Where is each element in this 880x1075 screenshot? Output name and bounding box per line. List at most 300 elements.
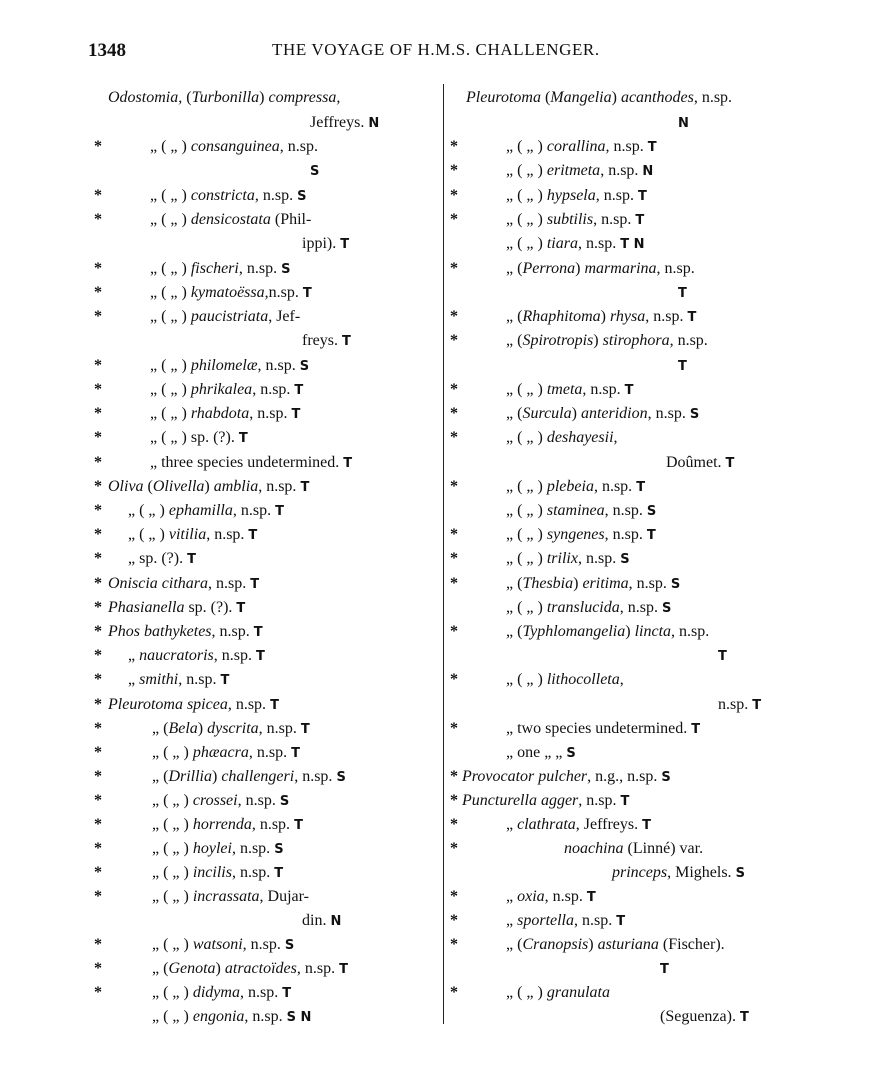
taxon-name: paucistriata xyxy=(190,308,269,325)
species-entry xyxy=(128,501,284,522)
entry-text: , n.sp. xyxy=(211,623,254,640)
asterisk-marker: * xyxy=(450,332,458,349)
species-entry xyxy=(152,863,283,884)
entry-text: „ ( „ ) xyxy=(150,405,191,422)
asterisk-marker: * xyxy=(450,720,458,737)
species-entry xyxy=(108,622,263,643)
distribution-code: S xyxy=(566,746,576,761)
taxon-name: Cranopsis xyxy=(522,936,589,953)
entry-text: , n.sp. xyxy=(645,308,688,325)
taxon-name: naucratoris xyxy=(139,647,214,664)
distribution-code: T xyxy=(294,818,303,833)
entry-text: , n.sp. xyxy=(604,526,647,543)
species-entry xyxy=(150,428,248,449)
distribution-code: T xyxy=(341,334,351,349)
entry-text: „ ( „ ) xyxy=(152,888,193,905)
species-entry xyxy=(660,1007,749,1028)
species-entry xyxy=(150,210,311,230)
asterisk-marker: * xyxy=(94,984,102,1001)
distribution-code: T xyxy=(678,359,687,374)
entry-text: , n.sp. xyxy=(206,526,249,543)
species-entry xyxy=(150,356,309,377)
distribution-code: T xyxy=(739,1010,749,1025)
distribution-code: S xyxy=(661,601,672,616)
distribution-code: T N xyxy=(620,237,645,252)
taxon-name: Drillia xyxy=(168,768,212,785)
entry-text: „ ( „ ) xyxy=(506,526,547,543)
distribution-code: S xyxy=(336,770,346,785)
distribution-code: T xyxy=(256,649,265,664)
species-entry xyxy=(152,935,294,956)
species-entry xyxy=(108,88,340,108)
taxon-name: sportella xyxy=(517,912,574,929)
taxon-name: Mangelia xyxy=(550,89,612,106)
entry-text: , n.sp. xyxy=(248,744,292,761)
entry-text: , n.sp. xyxy=(227,696,271,713)
entry-text: , n.sp. xyxy=(239,984,283,1001)
species-entry xyxy=(302,234,349,255)
species-entry xyxy=(506,911,625,932)
species-entry xyxy=(506,259,695,279)
entry-text: „ ( „ ) xyxy=(506,162,547,179)
taxon-name: amblia xyxy=(213,478,259,495)
taxon-name: deshayesii xyxy=(546,429,614,446)
species-entry xyxy=(506,815,651,836)
asterisk-marker: * xyxy=(94,550,102,567)
entry-text: , n.sp. xyxy=(294,768,337,785)
species-entry xyxy=(660,959,669,980)
entry-text: , n.sp. xyxy=(237,792,280,809)
distribution-code: S xyxy=(297,189,307,204)
species-entry xyxy=(506,574,680,595)
taxon-name: syngenes xyxy=(546,526,605,543)
species-entry xyxy=(506,186,647,207)
entry-text: , n.sp. xyxy=(577,235,621,252)
asterisk-marker: * xyxy=(450,671,458,688)
entry-text: , xyxy=(613,429,618,446)
species-entry xyxy=(506,549,630,570)
taxon-name: Typhlomangelia xyxy=(522,623,626,640)
entry-text: ,n.sp. xyxy=(264,284,303,301)
entry-text: , n.sp. xyxy=(238,260,282,277)
asterisk-marker: * xyxy=(94,696,102,713)
species-entry xyxy=(506,210,644,231)
species-entry xyxy=(462,791,629,812)
distribution-code: S xyxy=(281,262,291,277)
distribution-code: T xyxy=(294,383,304,398)
taxon-name: kymatoëssa xyxy=(190,284,265,301)
asterisk-marker: * xyxy=(94,599,102,616)
entry-text: , n.sp. xyxy=(647,405,690,422)
taxon-name: phæacra xyxy=(192,744,249,761)
entry-text: „ ( „ ) xyxy=(152,1008,193,1025)
taxon-name: princeps xyxy=(612,864,668,881)
entry-text: „ ( „ ) xyxy=(150,187,191,204)
species-entry xyxy=(108,695,279,716)
distribution-code: T xyxy=(660,962,669,977)
asterisk-marker: * xyxy=(450,308,458,325)
taxon-name: rhabdota xyxy=(190,405,250,422)
species-entry xyxy=(150,137,318,157)
asterisk-marker: * xyxy=(94,575,102,592)
species-entry xyxy=(152,887,309,907)
entry-text: ) xyxy=(600,308,610,325)
species-entry xyxy=(678,356,687,377)
taxon-name: noachina xyxy=(564,840,624,857)
distribution-code: S xyxy=(310,164,320,179)
asterisk-marker: * xyxy=(94,623,102,640)
distribution-code: T xyxy=(291,746,300,761)
asterisk-marker: * xyxy=(450,550,458,567)
taxon-name: challengeri xyxy=(221,768,295,785)
entry-text: , n.sp. xyxy=(605,138,648,155)
taxon-name: ephamilla xyxy=(168,502,233,519)
species-entry xyxy=(506,331,708,351)
asterisk-marker: * xyxy=(450,429,458,446)
taxon-name: consanguinea xyxy=(190,138,280,155)
taxon-name: fischeri xyxy=(190,260,239,277)
taxon-name: translucida xyxy=(546,599,620,616)
species-entry xyxy=(678,113,689,134)
taxon-name: incrassata xyxy=(192,888,260,905)
taxon-name: atractoïdes xyxy=(224,960,297,977)
entry-text: , n.sp. xyxy=(578,792,621,809)
distribution-code: S xyxy=(299,359,310,374)
taxon-name: stirophora xyxy=(602,332,670,349)
taxon-name: constricta xyxy=(190,187,255,204)
entry-text: , n.sp. xyxy=(544,888,587,905)
asterisk-marker: * xyxy=(94,864,102,881)
entry-text: , Dujar- xyxy=(259,888,309,905)
distribution-code: S N xyxy=(286,1010,312,1025)
entry-text: „ xyxy=(506,888,518,905)
entry-text: „ one „ „ xyxy=(506,744,567,761)
entry-text: „ ( „ ) xyxy=(150,381,191,398)
entry-text: „ ( „ ) xyxy=(150,211,191,228)
distribution-code: T xyxy=(624,383,634,398)
distribution-code: S xyxy=(274,842,284,857)
asterisk-marker: * xyxy=(94,888,102,905)
taxon-name: horrenda xyxy=(192,816,252,833)
entry-text: ) xyxy=(571,405,581,422)
entry-text: (Fischer). xyxy=(658,936,725,953)
distribution-code: T xyxy=(274,866,284,881)
taxon-name: anteridion xyxy=(580,405,648,422)
entry-text: „ ( „ ) xyxy=(506,211,547,228)
taxon-name: Rhaphitoma xyxy=(522,308,601,325)
entry-text: ) xyxy=(204,478,214,495)
taxon-name: hoylei xyxy=(192,840,232,857)
entry-text: „ ( „ ) xyxy=(506,550,547,567)
distribution-code: T xyxy=(637,189,647,204)
taxon-name: Thesbia xyxy=(522,575,574,592)
entry-text: , n.sp. xyxy=(257,357,300,374)
taxon-name: trilix xyxy=(546,550,578,567)
taxon-name: tiara xyxy=(546,235,578,252)
taxon-name: Phos bathyketes xyxy=(108,623,212,640)
taxon-name: Oliva xyxy=(108,478,144,495)
species-entry xyxy=(150,307,300,327)
entry-text: „ ( xyxy=(152,960,169,977)
taxon-name: Spirotropis xyxy=(522,332,594,349)
distribution-code: T xyxy=(752,698,762,713)
entry-text: din. xyxy=(302,912,331,929)
species-entry xyxy=(506,935,725,955)
distribution-code: T xyxy=(253,625,263,640)
entry-text: , n.sp. xyxy=(582,381,625,398)
distribution-code: T xyxy=(302,286,312,301)
species-entry xyxy=(462,767,671,788)
taxon-name: philomelæ xyxy=(190,357,258,374)
taxon-name: compressa, xyxy=(268,89,341,106)
entry-text: (Linné) var. xyxy=(623,840,704,857)
species-entry xyxy=(150,186,306,207)
species-entry xyxy=(310,113,379,134)
entry-text: „ ( „ ) xyxy=(152,816,193,833)
distribution-code: T xyxy=(300,480,310,495)
entry-text: , n.sp. xyxy=(656,260,695,277)
species-entry xyxy=(506,380,634,401)
asterisk-marker: * xyxy=(94,502,102,519)
asterisk-marker: * xyxy=(94,381,102,398)
entry-text: ) xyxy=(593,332,603,349)
species-entry xyxy=(150,283,312,304)
taxon-name: oxia xyxy=(517,888,545,905)
entry-text: (Phil- xyxy=(270,211,312,228)
species-entry xyxy=(666,453,734,474)
entry-text: „ ( „ ) xyxy=(506,599,547,616)
taxon-name: Puncturella agger xyxy=(462,792,579,809)
entry-text: , n.sp. xyxy=(693,89,733,106)
asterisk-marker: * xyxy=(450,623,458,640)
entry-text: n.sp. xyxy=(718,696,753,713)
species-entry xyxy=(506,404,699,425)
entry-text: „ ( xyxy=(506,936,523,953)
taxon-name: hypsela xyxy=(546,187,596,204)
asterisk-marker: * xyxy=(450,792,458,809)
taxon-name: lincta xyxy=(634,623,672,640)
taxon-name: Bela xyxy=(168,720,198,737)
distribution-code: S xyxy=(661,770,671,785)
taxon-name: Oniscia cithara xyxy=(108,575,208,592)
species-entry xyxy=(678,283,687,304)
asterisk-marker: * xyxy=(94,768,102,785)
entry-text: freys. xyxy=(302,332,342,349)
taxon-name: Pleurotoma xyxy=(466,89,541,106)
entry-text: „ ( „ ) xyxy=(150,284,191,301)
distribution-code: T xyxy=(687,310,697,325)
entry-text: ) xyxy=(259,89,269,106)
species-entry xyxy=(506,598,671,619)
distribution-code: T xyxy=(250,577,260,592)
distribution-code: S xyxy=(735,866,745,881)
species-entry xyxy=(152,839,284,860)
species-entry xyxy=(108,477,309,498)
species-entry xyxy=(506,670,624,690)
entry-text: „ ( xyxy=(506,332,523,349)
asterisk-marker: * xyxy=(94,720,102,737)
distribution-code: N xyxy=(642,164,654,179)
species-entry xyxy=(466,88,732,108)
species-entry xyxy=(506,307,696,328)
distribution-code: T xyxy=(291,407,301,422)
taxon-name: smithi xyxy=(139,671,179,688)
entry-text: „ ( xyxy=(152,768,169,785)
asterisk-marker: * xyxy=(94,429,102,446)
distribution-code: T xyxy=(646,528,656,543)
distribution-code: T xyxy=(635,213,645,228)
entry-text: „ ( xyxy=(506,405,523,422)
taxon-name: Perrona xyxy=(522,260,576,277)
distribution-code: T xyxy=(691,722,701,737)
asterisk-marker: * xyxy=(94,308,102,325)
species-entry xyxy=(718,646,727,667)
taxon-name: dyscrita xyxy=(207,720,259,737)
species-entry xyxy=(128,646,265,667)
taxon-name: Provocator pulcher xyxy=(462,768,588,785)
entry-text: , Jef- xyxy=(268,308,301,325)
species-entry xyxy=(150,453,352,474)
entry-text: „ ( „ ) xyxy=(150,260,191,277)
species-entry xyxy=(128,549,196,570)
distribution-code: T xyxy=(300,722,310,737)
taxon-name: rhysa xyxy=(609,308,646,325)
distribution-code: T xyxy=(275,504,284,519)
entry-text: , n.sp. xyxy=(595,187,638,204)
taxon-name: eritmeta xyxy=(546,162,601,179)
entry-text: „ ( „ ) xyxy=(152,744,193,761)
asterisk-marker: * xyxy=(94,187,102,204)
entry-text: , n.sp. xyxy=(296,960,340,977)
species-entry xyxy=(152,959,348,980)
taxon-name: clathrata xyxy=(517,816,576,833)
taxon-name: corallina xyxy=(546,138,606,155)
entry-text: „ ( „ ) xyxy=(506,138,547,155)
entry-text: , n.sp. xyxy=(604,502,647,519)
taxon-name: Phasianella xyxy=(108,599,185,616)
entry-text: „ xyxy=(506,816,518,833)
asterisk-marker: * xyxy=(94,526,102,543)
asterisk-marker: * xyxy=(450,936,458,953)
asterisk-marker: * xyxy=(94,284,102,301)
taxon-name: Turbonilla xyxy=(191,89,260,106)
species-entry xyxy=(152,983,291,1004)
species-entry xyxy=(506,887,596,908)
asterisk-marker: * xyxy=(94,454,102,471)
asterisk-marker: * xyxy=(94,671,102,688)
entry-text: ) xyxy=(588,936,598,953)
distribution-code: T xyxy=(238,431,248,446)
distribution-code: S xyxy=(284,938,295,953)
entry-text: , n.sp. xyxy=(593,478,637,495)
entry-text: ) xyxy=(573,575,583,592)
entry-text: , n.sp. xyxy=(600,162,643,179)
asterisk-marker: * xyxy=(450,526,458,543)
entry-text: , n.sp. xyxy=(258,720,301,737)
page-number: 1348 xyxy=(88,40,126,61)
taxon-name: granulata xyxy=(546,984,610,1001)
entry-text: ) xyxy=(625,623,635,640)
taxon-name: acanthodes xyxy=(620,89,694,106)
asterisk-marker: * xyxy=(94,260,102,277)
taxon-name: lithocolleta xyxy=(546,671,620,688)
entry-text: „ two species undetermined. xyxy=(506,720,692,737)
entry-text: , n.sp. xyxy=(252,381,295,398)
asterisk-marker: * xyxy=(94,840,102,857)
entry-text: Jeffreys. xyxy=(310,114,369,131)
taxon-name: plebeia xyxy=(546,478,594,495)
entry-text: „ ( „ ) xyxy=(152,792,193,809)
entry-text: (Seguenza). xyxy=(660,1008,740,1025)
entry-text: , n.sp. xyxy=(279,138,318,155)
entry-text: , n.sp. xyxy=(577,550,621,567)
entry-text: ippi). xyxy=(302,235,341,252)
asterisk-marker: * xyxy=(94,792,102,809)
species-entry xyxy=(718,695,761,716)
entry-text: , n.sp. xyxy=(231,864,275,881)
taxon-name: incilis xyxy=(192,864,232,881)
distribution-code: T xyxy=(725,456,735,471)
entry-text: , n.sp. xyxy=(669,332,708,349)
entry-text: „ ( „ ) xyxy=(150,357,191,374)
asterisk-marker: * xyxy=(450,816,458,833)
asterisk-marker: * xyxy=(450,211,458,228)
entry-text: ) xyxy=(197,720,208,737)
entry-text: „ xyxy=(506,912,518,929)
distribution-code: T xyxy=(340,237,350,252)
entry-text: , n.sp. xyxy=(619,599,662,616)
taxon-name: asturiana xyxy=(597,936,659,953)
species-entry xyxy=(152,743,300,764)
entry-text: , n.sp. xyxy=(244,1008,287,1025)
asterisk-marker: * xyxy=(94,138,102,155)
distribution-code: T xyxy=(270,698,279,713)
entry-text: „ ( xyxy=(506,575,523,592)
entry-text: , n.sp. xyxy=(208,575,251,592)
asterisk-marker: * xyxy=(94,478,102,495)
distribution-code: T xyxy=(339,962,348,977)
taxon-name: Odostomia, xyxy=(108,89,183,106)
entry-text: , n.sp. xyxy=(593,211,636,228)
asterisk-marker: * xyxy=(450,840,458,857)
distribution-code: T xyxy=(248,528,258,543)
taxon-name: didyma xyxy=(192,984,240,1001)
species-entry xyxy=(152,767,346,788)
asterisk-marker: * xyxy=(450,162,458,179)
asterisk-marker: * xyxy=(450,575,458,592)
entry-text: , n.sp. xyxy=(231,840,275,857)
asterisk-marker: * xyxy=(94,357,102,374)
taxon-name: marmarina xyxy=(584,260,657,277)
species-entry xyxy=(150,404,300,425)
taxon-name: watsoni xyxy=(192,936,243,953)
entry-text: „ ( „ ) xyxy=(506,235,547,252)
entry-text: „ sp. (?). xyxy=(128,550,188,567)
asterisk-marker: * xyxy=(94,405,102,422)
entry-text: „ ( „ ) xyxy=(152,840,193,857)
entry-text: „ ( xyxy=(506,260,523,277)
entry-text: „ ( „ ) xyxy=(152,864,193,881)
species-entry xyxy=(506,137,657,158)
species-entry xyxy=(150,380,303,401)
asterisk-marker: * xyxy=(94,816,102,833)
asterisk-marker: * xyxy=(450,478,458,495)
distribution-code: T xyxy=(236,601,246,616)
entry-text: „ ( „ ) xyxy=(506,671,547,688)
entry-text: , n.sp. xyxy=(628,575,671,592)
entry-text: , Jeffreys. xyxy=(575,816,643,833)
entry-text: , n.sp. xyxy=(178,671,221,688)
